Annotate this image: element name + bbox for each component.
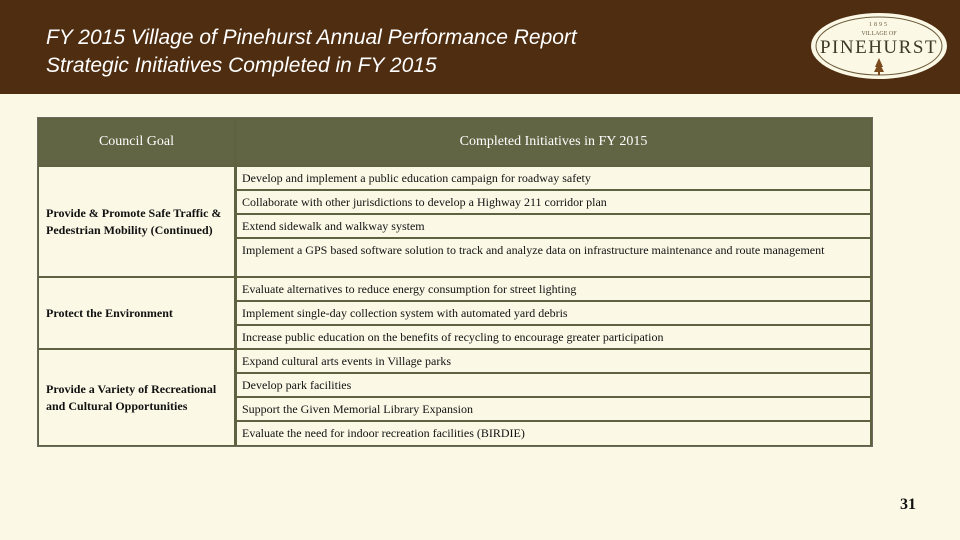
initiative-item: Evaluate alternatives to reduce energy consumption for street lighting	[237, 278, 870, 300]
initiative-item: Develop and implement a public education campaign for roadway safety	[237, 167, 870, 189]
report-subtitle: Strategic Initiatives Completed in FY 2015	[46, 54, 437, 77]
logo-prefix: VILLAGE OF	[861, 31, 897, 37]
goal-cell: Provide a Variety of Recreational and Cultural Opportunities	[39, 350, 234, 445]
header-bar	[0, 0, 960, 94]
goal-cell: Provide & Promote Safe Traffic & Pedestrian Mobility (Continued)	[39, 167, 234, 276]
initiative-item: Implement a GPS based software solution to track and analyze data on infrastructure maintenance and route management	[237, 239, 870, 276]
report-title: FY 2015 Village of Pinehurst Annual Performance Report	[46, 26, 577, 49]
initiative-item: Increase public education on the benefits of recycling to encourage greater participation	[237, 326, 870, 348]
logo-name: PINEHURST	[819, 37, 939, 58]
goal-cell: Protect the Environment	[39, 278, 234, 348]
initiative-item: Develop park facilities	[237, 374, 870, 396]
logo-year: 1895	[869, 22, 889, 28]
initiatives-table	[37, 117, 873, 447]
column-header-council-goal: Council Goal	[39, 119, 234, 165]
initiative-item: Evaluate the need for indoor recreation facilities (BIRDIE)	[237, 422, 870, 445]
initiative-item: Support the Given Memorial Library Expansion	[237, 398, 870, 420]
column-header-completed-initiatives: Completed Initiatives in FY 2015	[237, 119, 870, 165]
pinehurst-logo	[810, 12, 948, 80]
initiative-item: Extend sidewalk and walkway system	[237, 215, 870, 237]
initiative-item: Implement single-day collection system with automated yard debris	[237, 302, 870, 324]
initiative-item: Expand cultural arts events in Village parks	[237, 350, 870, 372]
page-number: 31	[900, 496, 916, 513]
initiative-item: Collaborate with other jurisdictions to develop a Highway 211 corridor plan	[237, 191, 870, 213]
